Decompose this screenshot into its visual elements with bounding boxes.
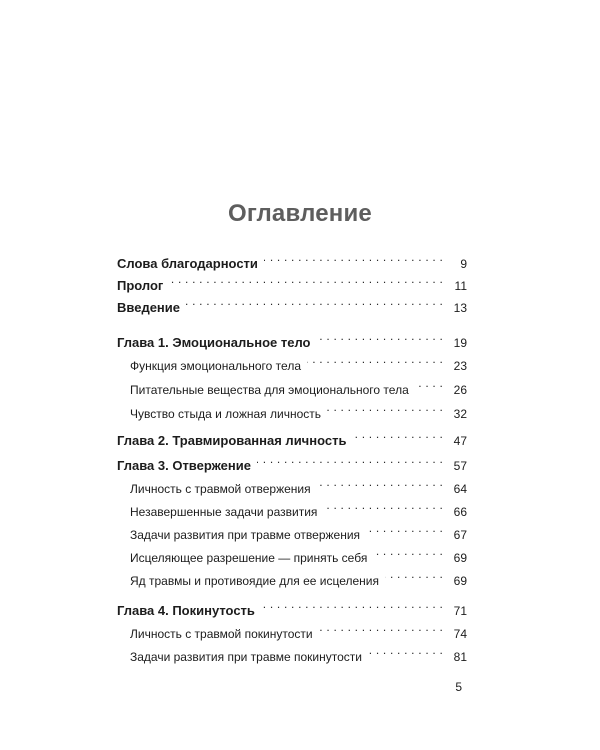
toc-entry-label: Пролог <box>117 278 164 293</box>
toc-entry <box>130 404 467 424</box>
toc-entry <box>117 254 467 274</box>
leader-dots <box>415 380 443 394</box>
leader-dots <box>169 276 443 290</box>
toc-entry <box>117 276 467 296</box>
toc-entry <box>130 525 467 545</box>
toc-entry <box>130 356 467 376</box>
toc-entry-label: Глава 2. Травмированная личность <box>117 433 347 448</box>
leader-dots <box>316 333 443 347</box>
toc-entry <box>130 647 467 667</box>
toc-entry-page: 23 <box>453 359 467 373</box>
toc-entry-page: 74 <box>453 627 467 641</box>
toc-entry-page: 19 <box>453 336 467 350</box>
leader-dots <box>373 548 443 562</box>
page-number: 5 <box>455 680 462 694</box>
toc-entry-label: Чувство стыда и ложная личность <box>130 407 321 421</box>
toc-entry <box>117 601 467 621</box>
toc-entry <box>130 479 467 499</box>
leader-dots <box>261 601 443 615</box>
leader-dots <box>186 298 443 312</box>
toc-title: Оглавление <box>228 200 372 227</box>
toc-entry-label: Личность с травмой покинутости <box>130 627 313 641</box>
toc-entry-page: 13 <box>453 301 467 315</box>
leader-dots <box>385 571 443 585</box>
leader-dots <box>327 404 443 418</box>
leader-dots <box>264 254 443 268</box>
toc-entry-label: Личность с травмой отвержения <box>130 482 311 496</box>
toc-entry <box>117 456 467 476</box>
toc-entry-label: Глава 3. Отвержение <box>117 458 251 473</box>
toc-entry-label: Слова благодарности <box>117 256 258 271</box>
toc-entry-label: Яд травмы и противоядие для ее исцеления <box>130 574 379 588</box>
toc-entry <box>130 380 467 400</box>
toc-entry-page: 81 <box>453 650 467 664</box>
leader-dots <box>368 647 443 661</box>
leader-dots <box>323 502 443 516</box>
toc-entry-page: 26 <box>453 383 467 397</box>
toc-entry-page: 69 <box>453 551 467 565</box>
toc-entry <box>130 624 467 644</box>
toc-entry-label: Глава 1. Эмоциональное тело <box>117 335 311 350</box>
toc-entry-label: Исцеляющее разрешение — принять себя <box>130 551 368 565</box>
toc-entry-page: 69 <box>453 574 467 588</box>
toc-entry-label: Функция эмоционального тела <box>130 359 301 373</box>
toc-entry <box>117 333 467 353</box>
toc-entry-page: 47 <box>453 434 467 448</box>
toc-entry-page: 66 <box>453 505 467 519</box>
leader-dots <box>319 624 443 638</box>
leader-dots <box>352 431 443 445</box>
toc-entry-page: 67 <box>453 528 467 542</box>
toc-entry-label: Задачи развития при травме отвержения <box>130 528 361 542</box>
toc-entry-label: Введение <box>117 300 180 315</box>
toc-entry-page: 9 <box>460 257 467 271</box>
toc-entry-label: Незавершенные задачи развития <box>130 505 318 519</box>
toc-entry-label: Задачи развития при травме покинутости <box>130 650 362 664</box>
toc-entry <box>117 431 467 451</box>
leader-dots <box>366 525 443 539</box>
toc-entry <box>130 571 467 591</box>
toc-entry-page: 71 <box>453 604 467 618</box>
toc-entry <box>130 502 467 522</box>
toc-entry <box>117 298 467 318</box>
toc-entry-label: Питательные вещества для эмоционального тела <box>130 383 409 397</box>
toc-entry-page: 11 <box>454 279 467 293</box>
toc-entry-page: 32 <box>453 407 467 421</box>
toc-entry-page: 57 <box>453 459 467 473</box>
leader-dots <box>307 356 443 370</box>
toc-entry-label: Глава 4. Покинутость <box>117 603 255 618</box>
leader-dots <box>317 479 443 493</box>
toc-entry <box>130 548 467 568</box>
leader-dots <box>257 456 443 470</box>
toc-entry-page: 64 <box>453 482 467 496</box>
